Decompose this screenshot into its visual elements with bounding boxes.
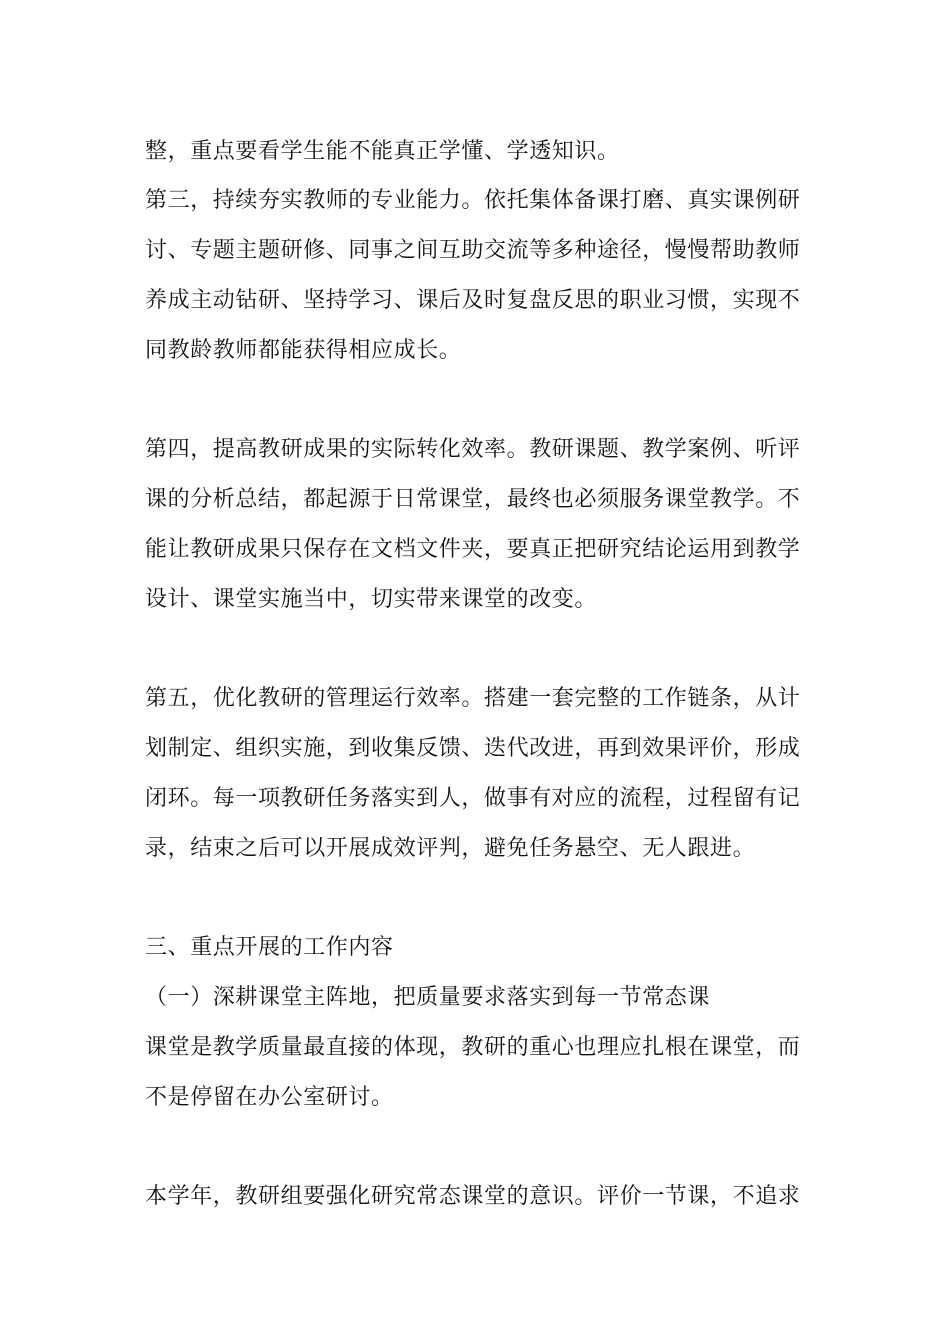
text-line: 第四，提高教研成果的实际转化效率。教研课题、教学案例、听评 [145,437,801,462]
text-line: 课的分析总结，都起源于日常课堂，最终也必须服务课堂教学。不 [145,487,801,512]
text-line: 闭环。每一项教研任务落实到人，做事有对应的流程，过程留有记 [145,786,801,811]
text-line: 第五，优化教研的管理运行效率。搭建一套完整的工作链条，从计 [145,686,801,711]
text-line: 能让教研成果只保存在文档文件夹，要真正把研究结论运用到教学 [145,537,801,562]
subsection-heading: （一）深耕课堂主阵地，把质量要求落实到每一节常态课 [145,985,711,1010]
text-line: 讨、专题主题研修、同事之间互助交流等多种途径，慢慢帮助教师 [145,238,801,263]
text-line: 划制定、组织实施，到收集反馈、迭代改进，再到效果评价，形成 [145,736,801,761]
text-line: 第三，持续夯实教师的专业能力。依托集体备课打磨、真实课例研 [145,188,801,213]
text-line: 不是停留在办公室研讨。 [145,1085,394,1110]
text-line: 养成主动钻研、坚持学习、课后及时复盘反思的职业习惯，实现不 [145,288,801,313]
text-line: 同教龄教师都能获得相应成长。 [145,338,462,363]
text-line: 录，结束之后可以开展成效评判，避免任务悬空、无人跟进。 [145,836,756,861]
text-line: 本学年，教研组要强化研究常态课堂的意识。评价一节课，不追求 [145,1184,801,1209]
text-line: 整，重点要看学生能不能真正学懂、学透知识。 [145,139,620,164]
text-line: 设计、课堂实施当中，切实带来课堂的改变。 [145,587,598,612]
section-heading: 三、重点开展的工作内容 [145,935,394,960]
text-line: 课堂是教学质量最直接的体现，教研的重心也理应扎根在课堂，而 [145,1035,801,1060]
